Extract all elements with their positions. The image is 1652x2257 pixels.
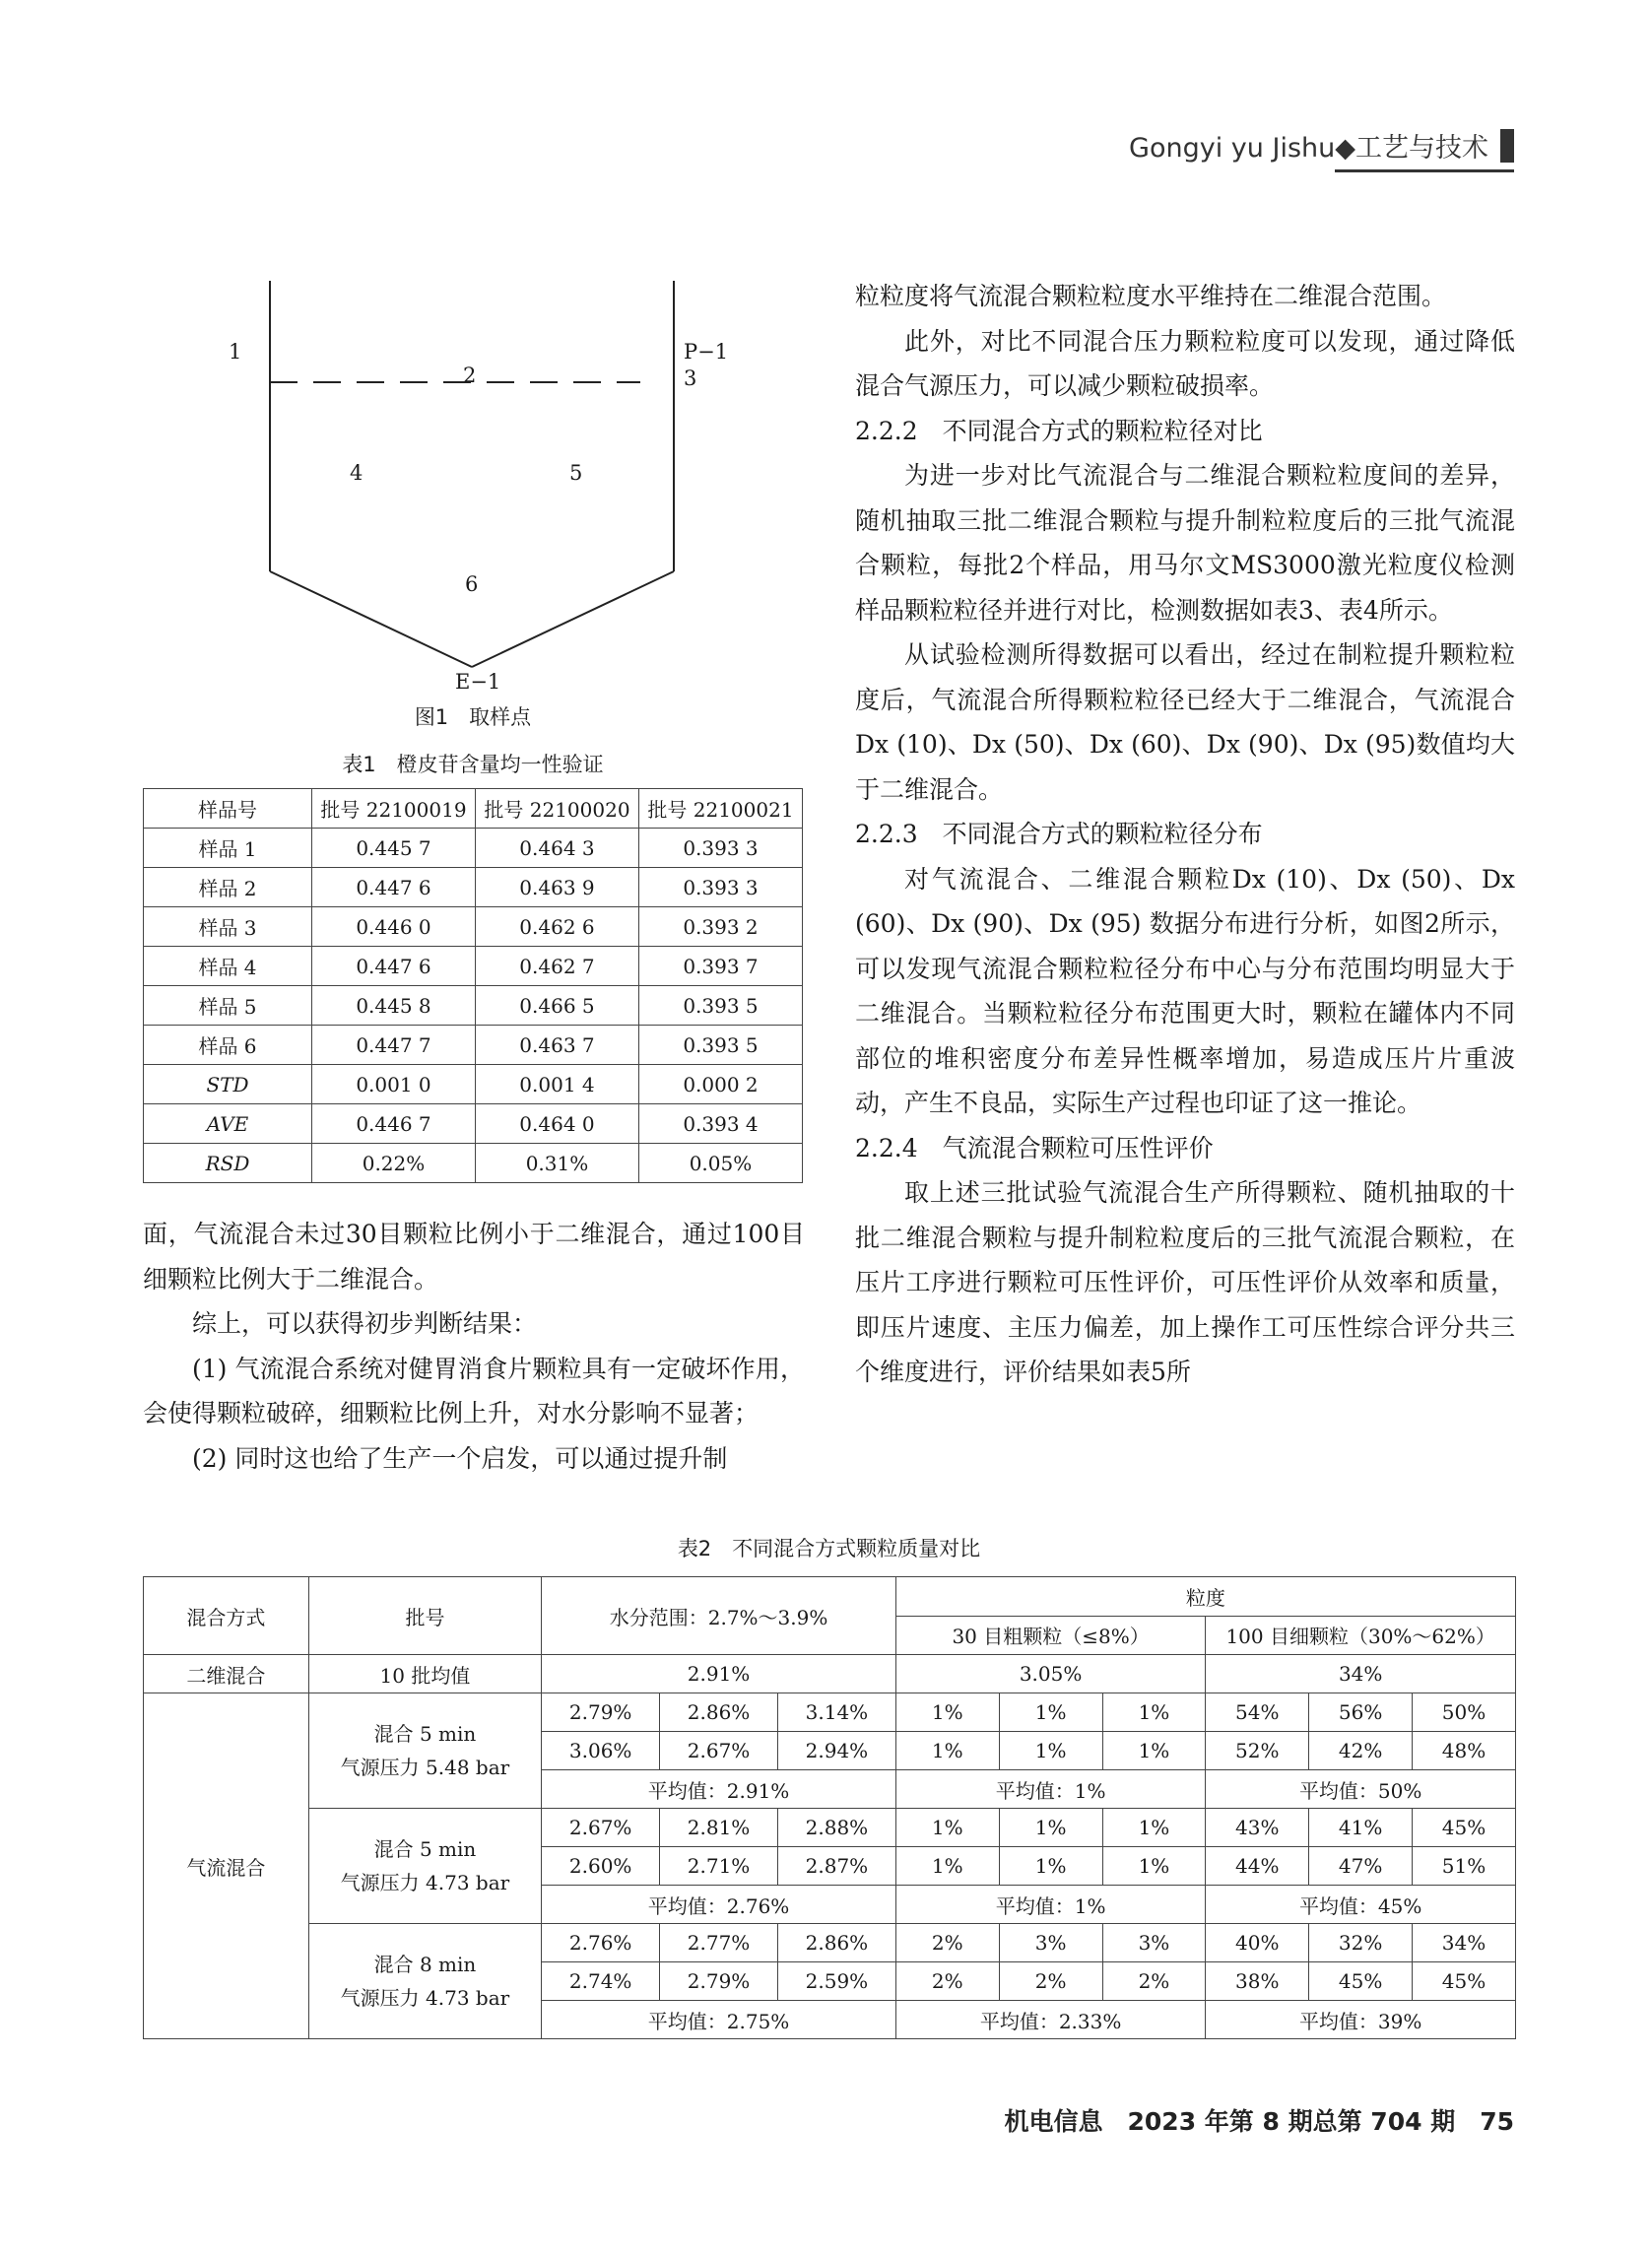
table2-cell: 1% [895,1732,999,1770]
table2-cell: 1% [895,1809,999,1847]
table2-cell: 1% [1102,1847,1206,1886]
table2-caption: 表2 不同混合方式颗粒质量对比 [677,1537,981,1560]
table1-cell: 0.05% [638,1144,802,1183]
table1-cell: 样品 3 [144,907,312,947]
table2-cell: 2% [895,1962,999,2001]
table2-cell: 1% [895,1847,999,1886]
table-row [144,986,803,1026]
figure1-label-2: 2 [463,364,477,387]
table-row [144,947,803,986]
table2-cell: 41% [1309,1809,1413,1847]
table2-condition-cell [308,1693,542,1809]
table1-cell: 0.31% [475,1144,638,1183]
table1-cell: 样品 1 [144,829,312,868]
table1-cell: 0.393 3 [638,829,802,868]
table1-cell: 0.000 2 [638,1065,802,1104]
table2-cell: 1% [999,1693,1102,1732]
right-column-text [855,274,1515,1395]
table2-cell: 2.67% [660,1732,778,1770]
table2-cell: 44% [1206,1847,1309,1886]
table1-cell: 0.446 0 [312,907,476,947]
table2-cell: 3.05% [895,1655,1205,1693]
table2-cell: 2.71% [660,1847,778,1886]
table2-cell: 1% [1102,1809,1206,1847]
table2-cell: 34% [1206,1655,1516,1693]
table2-header: 混合方式 [144,1577,309,1655]
figure1-label-3: 3 [684,366,697,390]
table1-cell: 0.393 7 [638,947,802,986]
page-footer: 机电信息 2023 年第 8 期总第 704 期 75 [1004,2107,1514,2136]
table2-header: 批号 [308,1577,542,1655]
table2-cell: 48% [1413,1732,1516,1770]
table2-cell: 2.79% [542,1693,660,1732]
table1-cell: 0.393 5 [638,986,802,1026]
table1-cell: 0.462 7 [475,947,638,986]
condition-time: 混合 5 min [373,1837,477,1861]
table2-cell: 1% [999,1847,1102,1886]
paragraph: (1) 气流混合系统对健胃消食片颗粒具有一定破坏作用，会使得颗粒破碎，细颗粒比例上升，对水分影响不显著； [143,1354,805,1427]
table1-cell: AVE [144,1104,312,1144]
table-row [144,1924,1516,1962]
table1-cell: 0.446 7 [312,1104,476,1144]
condition-time: 混合 5 min [373,1722,477,1746]
table1-cell: 样品 2 [144,868,312,907]
condition-pressure: 气源压力 4.73 bar [340,1986,510,2010]
table1-header: 批号 22100019 [312,789,476,829]
table2-cell: 2.91% [542,1655,896,1693]
running-header [1129,126,1514,165]
table2-cell: 2.81% [660,1809,778,1847]
table2-cell: 2.60% [542,1847,660,1886]
table1-cell: 0.447 7 [312,1026,476,1065]
table2-avg-cell: 平均值：50% [1206,1770,1516,1809]
table-row [144,1104,803,1144]
figure1-diagram [236,281,709,695]
condition-pressure: 气源压力 5.48 bar [340,1756,510,1779]
table2-cell: 10 批均值 [308,1655,542,1693]
table2-cell: 2.77% [660,1924,778,1962]
paragraph: (2) 同时这也给了生产一个启发，可以通过提升制 [192,1443,728,1473]
header-bar [1500,129,1514,163]
table1-cell: 0.462 6 [475,907,638,947]
table2-cell: 2.67% [542,1809,660,1847]
table1-header: 样品号 [144,789,312,829]
table-row [144,868,803,907]
table2-avg-cell: 平均值：2.33% [895,2001,1205,2039]
figure1-label-1: 1 [229,340,242,364]
table2-cell: 3.14% [777,1693,895,1732]
table2-cell: 2.87% [777,1847,895,1886]
table2-cell: 1% [895,1693,999,1732]
table2-cell: 45% [1413,1809,1516,1847]
paragraph: 从试验检测所得数据可以看出，经过在制粒提升颗粒粒度后，气流混合所得颗粒粒径已经大于二维混合，气流混合Dx (10)、Dx (50)、Dx (60)、Dx (90)、Dx (95)数值均大于二维混合。 [855,640,1515,804]
table2-cell: 1% [999,1809,1102,1847]
paragraph: 对气流混合、二维混合颗粒Dx (10)、Dx (50)、Dx (60)、Dx (90)、Dx (95) 数据分布进行分析，如图2所示，可以发现气流混合颗粒粒径分布中心与分布范围均明显大于二维混合。当颗粒粒径分布范围更大时，颗粒在罐体内不同部位的堆积密度分布差异性概率增加，易造成压片片重波动，产生不良品，实际生产过程也印证了这一推论。 [855,864,1515,1117]
table2-header: 水分范围：2.7%～3.9% [542,1577,896,1655]
table2 [143,1576,1516,2039]
table2-cell: 2.59% [777,1962,895,2001]
figure1-label-6: 6 [465,572,479,596]
table-row [144,1693,1516,1732]
table2-cell: 50% [1413,1693,1516,1732]
table2-cell: 3% [1102,1924,1206,1962]
table2-cell: 56% [1309,1693,1413,1732]
table2-cell: 40% [1206,1924,1309,1962]
table2-cell: 1% [1102,1693,1206,1732]
table2-avg-cell: 平均值：1% [895,1886,1205,1924]
table2-cell: 42% [1309,1732,1413,1770]
table-row [144,1026,803,1065]
table1-cell: STD [144,1065,312,1104]
table2-avg-cell: 平均值：2.91% [542,1770,896,1809]
table2-avg-cell: 平均值：2.76% [542,1886,896,1924]
figure1-caption: 图1 取样点 [414,705,532,729]
table1-cell: 0.463 9 [475,868,638,907]
table2-cell: 气流混合 [144,1693,309,2039]
table2-header-row [144,1577,1516,1617]
table-row [144,1144,803,1183]
table-row [144,829,803,868]
section-heading: 2.2.2 不同混合方式的颗粒粒径对比 [855,416,1263,445]
table2-cell: 2.74% [542,1962,660,2001]
table1-cell: 0.393 4 [638,1104,802,1144]
table1-cell: 0.447 6 [312,947,476,986]
table-row [144,907,803,947]
table2-cell: 43% [1206,1809,1309,1847]
table2-header: 100 目细颗粒（30%～62%） [1206,1616,1516,1655]
table1-cell: 0.463 7 [475,1026,638,1065]
table2-cell: 2.88% [777,1809,895,1847]
figure1-label-e1: E−1 [455,670,501,694]
table1-header-row [144,789,803,829]
left-column-text [143,1212,805,1481]
table-row [144,1065,803,1104]
table2-cell: 3% [999,1924,1102,1962]
table1-cell: 0.001 0 [312,1065,476,1104]
table1-cell: 样品 6 [144,1026,312,1065]
table2-avg-cell: 平均值：45% [1206,1886,1516,1924]
table1-cell: 样品 4 [144,947,312,986]
header-title: Gongyi yu Jishu◆工艺与技术 [1129,133,1488,164]
table1-header: 批号 22100020 [475,789,638,829]
paragraph: 综上，可以获得初步判断结果： [192,1309,538,1338]
table1-cell: 0.445 7 [312,829,476,868]
table1-header: 批号 22100021 [638,789,802,829]
table2-header: 粒度 [895,1577,1515,1617]
table2-cell: 2.94% [777,1732,895,1770]
table2-avg-cell: 平均值：39% [1206,2001,1516,2039]
paragraph: 此外，对比不同混合压力颗粒粒度可以发现，通过降低混合气源压力，可以减少颗粒破损率。 [855,326,1515,400]
table2-cell: 3.06% [542,1732,660,1770]
table2-cell: 2.86% [777,1924,895,1962]
table2-cell: 45% [1413,1962,1516,2001]
table2-cell: 51% [1413,1847,1516,1886]
table2-cell: 38% [1206,1962,1309,2001]
table2-cell: 2% [895,1924,999,1962]
table1-cell: 0.393 3 [638,868,802,907]
table2-cell: 1% [999,1732,1102,1770]
table2-cell: 2.86% [660,1693,778,1732]
table1-cell: 0.445 8 [312,986,476,1026]
header-rule [1335,169,1514,172]
table2-cell: 32% [1309,1924,1413,1962]
table1-cell: 0.393 2 [638,907,802,947]
figure1-label-5: 5 [569,461,583,485]
table2-cell: 34% [1413,1924,1516,1962]
figure1-label-4: 4 [350,461,363,485]
table2-cell: 54% [1206,1693,1309,1732]
table1-caption: 表1 橙皮苷含量均一性验证 [342,753,604,776]
table2-avg-cell: 平均值：1% [895,1770,1205,1809]
table-row [144,1655,1516,1693]
section-heading: 2.2.3 不同混合方式的颗粒粒径分布 [855,820,1263,848]
table2-cell: 47% [1309,1847,1413,1886]
table1-cell: 0.447 6 [312,868,476,907]
table2-condition-cell [308,1809,542,1924]
table1-cell: RSD [144,1144,312,1183]
paragraph: 取上述三批试验气流混合生产所得颗粒、随机抽取的十批二维混合颗粒与提升制粒粒度后的三批气流混合颗粒，在压片工序进行颗粒可压性评价，可压性评价从效率和质量，即压片速度、主压力偏差，加上操作工可压性综合评分共三个维度进行，评价结果如表5所 [855,1178,1515,1386]
table1-cell: 0.22% [312,1144,476,1183]
table2-cell: 2.79% [660,1962,778,2001]
table2-cell: 45% [1309,1962,1413,2001]
table2-cell: 2% [1102,1962,1206,2001]
table1-cell: 0.393 5 [638,1026,802,1065]
table2-avg-cell: 平均值：2.75% [542,2001,896,2039]
table1-cell: 0.001 4 [475,1065,638,1104]
table-row [144,1809,1516,1847]
table1-cell: 0.464 0 [475,1104,638,1144]
paragraph: 面，气流混合未过30目颗粒比例小于二维混合，通过100目细颗粒比例大于二维混合。 [143,1220,805,1294]
section-heading: 2.2.4 气流混合颗粒可压性评价 [855,1133,1214,1162]
condition-pressure: 气源压力 4.73 bar [340,1871,510,1894]
table2-cell: 二维混合 [144,1655,309,1693]
table2-cell: 2.76% [542,1924,660,1962]
table2-cell: 2% [999,1962,1102,2001]
table1 [143,788,803,1183]
condition-time: 混合 8 min [373,1953,477,1976]
figure1-label-p1: P−1 [684,340,729,364]
table1-cell: 0.466 5 [475,986,638,1026]
table2-header: 30 目粗颗粒（≤8%） [895,1616,1205,1655]
table1-cell: 样品 5 [144,986,312,1026]
paragraph: 为进一步对比气流混合与二维混合颗粒粒度间的差异，随机抽取三批二维混合颗粒与提升制粒粒度后的三批气流混合颗粒，每批2个样品，用马尔文MS3000激光粒度仪检测样品颗粒粒径并进行对比，检测数据如表3、表4所示。 [855,461,1515,625]
paragraph: 粒粒度将气流混合颗粒粒度水平维持在二维混合范围。 [855,282,1447,310]
table2-cell: 52% [1206,1732,1309,1770]
table2-cell: 1% [1102,1732,1206,1770]
table2-condition-cell [308,1924,542,2039]
table1-cell: 0.464 3 [475,829,638,868]
